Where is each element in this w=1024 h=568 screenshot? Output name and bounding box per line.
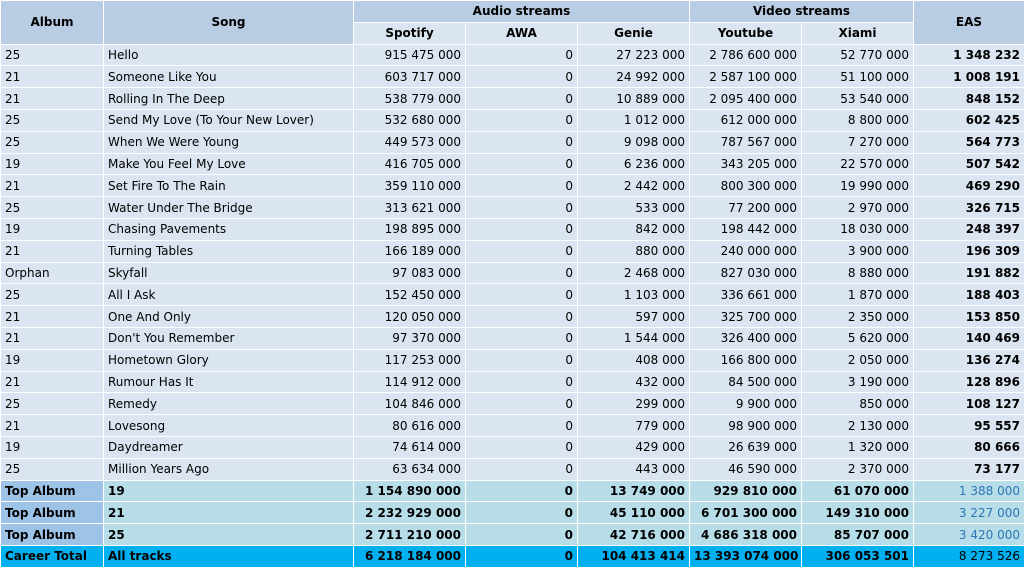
table-row [1,327,1024,349]
song-cell: Remedy [104,393,354,415]
awa-cell: 0 [466,262,578,284]
eas-cell: 128 896 [914,371,1024,393]
song-cell: All I Ask [104,284,354,306]
awa-cell: 0 [466,153,578,175]
xiami-cell: 1 320 000 [802,436,914,458]
genie-cell: 432 000 [578,371,690,393]
youtube-cell: 98 900 000 [690,415,802,437]
top-album-name: 21 [104,502,354,524]
album-cell: 21 [1,415,104,437]
song-cell: Make You Feel My Love [104,153,354,175]
genie-cell: 13 749 000 [578,480,690,502]
youtube-cell: 46 590 000 [690,458,802,480]
table-row [1,218,1024,240]
album-cell: 19 [1,153,104,175]
youtube-cell: 325 700 000 [690,306,802,328]
song-cell: When We Were Young [104,131,354,153]
genie-cell: 9 098 000 [578,131,690,153]
top-album-name: 25 [104,524,354,546]
table-row [1,175,1024,197]
table-row [1,371,1024,393]
spotify-cell: 532 680 000 [354,109,466,131]
xiami-cell: 19 990 000 [802,175,914,197]
spotify-cell: 97 370 000 [354,327,466,349]
spotify-cell: 152 450 000 [354,284,466,306]
spotify-cell: 117 253 000 [354,349,466,371]
xiami-cell: 51 100 000 [802,66,914,88]
genie-cell: 45 110 000 [578,502,690,524]
album-cell: 25 [1,131,104,153]
xiami-cell: 2 050 000 [802,349,914,371]
youtube-cell: 612 000 000 [690,109,802,131]
genie-cell: 533 000 [578,197,690,219]
album-cell: 21 [1,175,104,197]
xiami-cell: 3 900 000 [802,240,914,262]
awa-cell: 0 [466,458,578,480]
genie-cell: 10 889 000 [578,88,690,110]
youtube-cell: 929 810 000 [690,480,802,502]
career-total-row [1,545,1024,567]
xiami-cell: 61 070 000 [802,480,914,502]
song-cell: Million Years Ago [104,458,354,480]
top-album-label: Top Album [1,480,104,502]
spotify-cell: 114 912 000 [354,371,466,393]
album-cell: 19 [1,436,104,458]
header-video-streams: Video streams [690,1,914,23]
song-cell: One And Only [104,306,354,328]
youtube-cell: 827 030 000 [690,262,802,284]
top-album-row [1,502,1024,524]
genie-cell: 1 544 000 [578,327,690,349]
youtube-cell: 26 639 000 [690,436,802,458]
youtube-cell: 13 393 074 000 [690,545,802,567]
genie-cell: 408 000 [578,349,690,371]
awa-cell: 0 [466,284,578,306]
genie-cell: 443 000 [578,458,690,480]
xiami-cell: 5 620 000 [802,327,914,349]
genie-cell: 1 103 000 [578,284,690,306]
table-row [1,153,1024,175]
table-row [1,415,1024,437]
album-cell: 21 [1,88,104,110]
genie-cell: 6 236 000 [578,153,690,175]
album-cell: 21 [1,371,104,393]
youtube-cell: 787 567 000 [690,131,802,153]
genie-cell: 842 000 [578,218,690,240]
youtube-cell: 198 442 000 [690,218,802,240]
header-row-1 [1,1,1024,23]
xiami-cell: 8 800 000 [802,109,914,131]
eas-cell: 248 397 [914,218,1024,240]
xiami-cell: 2 350 000 [802,306,914,328]
song-cell: Hello [104,44,354,66]
album-cell: 25 [1,393,104,415]
career-total-label: Career Total [1,545,104,567]
xiami-cell: 18 030 000 [802,218,914,240]
table-row [1,131,1024,153]
awa-cell: 0 [466,524,578,546]
song-cell: Don't You Remember [104,327,354,349]
header-xiami: Xiami [802,22,914,44]
eas-cell: 108 127 [914,393,1024,415]
album-cell: 25 [1,44,104,66]
awa-cell: 0 [466,371,578,393]
top-album-label: Top Album [1,524,104,546]
genie-cell: 42 716 000 [578,524,690,546]
spotify-cell: 313 621 000 [354,197,466,219]
xiami-cell: 2 130 000 [802,415,914,437]
song-cell: Send My Love (To Your New Lover) [104,109,354,131]
youtube-cell: 77 200 000 [690,197,802,219]
spotify-cell: 74 614 000 [354,436,466,458]
album-cell: 21 [1,327,104,349]
xiami-cell: 306 053 501 [802,545,914,567]
table-row [1,240,1024,262]
genie-cell: 880 000 [578,240,690,262]
spotify-cell: 198 895 000 [354,218,466,240]
eas-cell: 1 388 000 [914,480,1024,502]
awa-cell: 0 [466,327,578,349]
header-audio-streams: Audio streams [354,1,690,23]
song-cell: Hometown Glory [104,349,354,371]
xiami-cell: 52 770 000 [802,44,914,66]
awa-cell: 0 [466,197,578,219]
xiami-cell: 2 370 000 [802,458,914,480]
song-cell: Daydreamer [104,436,354,458]
album-cell: 25 [1,458,104,480]
awa-cell: 0 [466,480,578,502]
youtube-cell: 343 205 000 [690,153,802,175]
song-cell: Water Under The Bridge [104,197,354,219]
spotify-cell: 2 232 929 000 [354,502,466,524]
table-row [1,436,1024,458]
youtube-cell: 2 587 100 000 [690,66,802,88]
album-cell: 19 [1,218,104,240]
spotify-cell: 166 189 000 [354,240,466,262]
genie-cell: 27 223 000 [578,44,690,66]
xiami-cell: 1 870 000 [802,284,914,306]
awa-cell: 0 [466,545,578,567]
eas-cell: 188 403 [914,284,1024,306]
xiami-cell: 85 707 000 [802,524,914,546]
eas-cell: 140 469 [914,327,1024,349]
eas-cell: 1 008 191 [914,66,1024,88]
spotify-cell: 80 616 000 [354,415,466,437]
xiami-cell: 149 310 000 [802,502,914,524]
song-cell: Rolling In The Deep [104,88,354,110]
eas-cell: 73 177 [914,458,1024,480]
spotify-cell: 416 705 000 [354,153,466,175]
genie-cell: 429 000 [578,436,690,458]
xiami-cell: 7 270 000 [802,131,914,153]
awa-cell: 0 [466,131,578,153]
spotify-cell: 104 846 000 [354,393,466,415]
eas-cell: 153 850 [914,306,1024,328]
youtube-cell: 2 786 600 000 [690,44,802,66]
youtube-cell: 9 900 000 [690,393,802,415]
awa-cell: 0 [466,436,578,458]
eas-cell: 196 309 [914,240,1024,262]
awa-cell: 0 [466,44,578,66]
table-row [1,458,1024,480]
genie-cell: 2 442 000 [578,175,690,197]
album-cell: 25 [1,197,104,219]
xiami-cell: 8 880 000 [802,262,914,284]
header-spotify: Spotify [354,22,466,44]
genie-cell: 104 413 414 [578,545,690,567]
eas-cell: 564 773 [914,131,1024,153]
song-cell: Rumour Has It [104,371,354,393]
spotify-cell: 915 475 000 [354,44,466,66]
table-row [1,66,1024,88]
top-album-row [1,480,1024,502]
song-cell: Set Fire To The Rain [104,175,354,197]
awa-cell: 0 [466,240,578,262]
genie-cell: 299 000 [578,393,690,415]
table-row [1,197,1024,219]
genie-cell: 24 992 000 [578,66,690,88]
awa-cell: 0 [466,218,578,240]
spotify-cell: 120 050 000 [354,306,466,328]
table-row [1,306,1024,328]
spotify-cell: 63 634 000 [354,458,466,480]
eas-cell: 326 715 [914,197,1024,219]
spotify-cell: 2 711 210 000 [354,524,466,546]
awa-cell: 0 [466,349,578,371]
table-row [1,284,1024,306]
album-cell: 19 [1,349,104,371]
awa-cell: 0 [466,306,578,328]
awa-cell: 0 [466,109,578,131]
top-album-label: Top Album [1,502,104,524]
xiami-cell: 53 540 000 [802,88,914,110]
spotify-cell: 97 083 000 [354,262,466,284]
xiami-cell: 2 970 000 [802,197,914,219]
youtube-cell: 166 800 000 [690,349,802,371]
eas-cell: 469 290 [914,175,1024,197]
song-cell: Someone Like You [104,66,354,88]
spotify-cell: 359 110 000 [354,175,466,197]
genie-cell: 1 012 000 [578,109,690,131]
spotify-cell: 449 573 000 [354,131,466,153]
eas-cell: 602 425 [914,109,1024,131]
album-cell: 21 [1,240,104,262]
youtube-cell: 6 701 300 000 [690,502,802,524]
header-youtube: Youtube [690,22,802,44]
header-album: Album [1,1,104,45]
spotify-cell: 603 717 000 [354,66,466,88]
album-cell: Orphan [1,262,104,284]
table-row [1,262,1024,284]
song-cell: Skyfall [104,262,354,284]
eas-cell: 507 542 [914,153,1024,175]
youtube-cell: 326 400 000 [690,327,802,349]
top-album-name: 19 [104,480,354,502]
awa-cell: 0 [466,66,578,88]
eas-cell: 191 882 [914,262,1024,284]
table-row [1,44,1024,66]
awa-cell: 0 [466,393,578,415]
youtube-cell: 800 300 000 [690,175,802,197]
table-row [1,88,1024,110]
album-cell: 21 [1,306,104,328]
album-cell: 25 [1,284,104,306]
header-genie: Genie [578,22,690,44]
youtube-cell: 4 686 318 000 [690,524,802,546]
header-awa: AWA [466,22,578,44]
xiami-cell: 850 000 [802,393,914,415]
spotify-cell: 1 154 890 000 [354,480,466,502]
eas-cell: 848 152 [914,88,1024,110]
genie-cell: 779 000 [578,415,690,437]
awa-cell: 0 [466,415,578,437]
table-row [1,393,1024,415]
career-all-tracks: All tracks [104,545,354,567]
table-row [1,109,1024,131]
header-song: Song [104,1,354,45]
song-cell: Lovesong [104,415,354,437]
eas-cell: 80 666 [914,436,1024,458]
eas-cell: 3 227 000 [914,502,1024,524]
eas-cell: 1 348 232 [914,44,1024,66]
eas-cell: 95 557 [914,415,1024,437]
youtube-cell: 2 095 400 000 [690,88,802,110]
xiami-cell: 3 190 000 [802,371,914,393]
eas-cell: 136 274 [914,349,1024,371]
header-eas: EAS [914,1,1024,45]
awa-cell: 0 [466,88,578,110]
song-cell: Turning Tables [104,240,354,262]
genie-cell: 2 468 000 [578,262,690,284]
awa-cell: 0 [466,175,578,197]
genie-cell: 597 000 [578,306,690,328]
album-cell: 25 [1,109,104,131]
eas-cell: 8 273 526 [914,545,1024,567]
song-cell: Chasing Pavements [104,218,354,240]
spotify-cell: 538 779 000 [354,88,466,110]
spotify-cell: 6 218 184 000 [354,545,466,567]
xiami-cell: 22 570 000 [802,153,914,175]
top-album-row [1,524,1024,546]
awa-cell: 0 [466,502,578,524]
youtube-cell: 336 661 000 [690,284,802,306]
youtube-cell: 240 000 000 [690,240,802,262]
table-row [1,349,1024,371]
album-cell: 21 [1,66,104,88]
eas-cell: 3 420 000 [914,524,1024,546]
youtube-cell: 84 500 000 [690,371,802,393]
